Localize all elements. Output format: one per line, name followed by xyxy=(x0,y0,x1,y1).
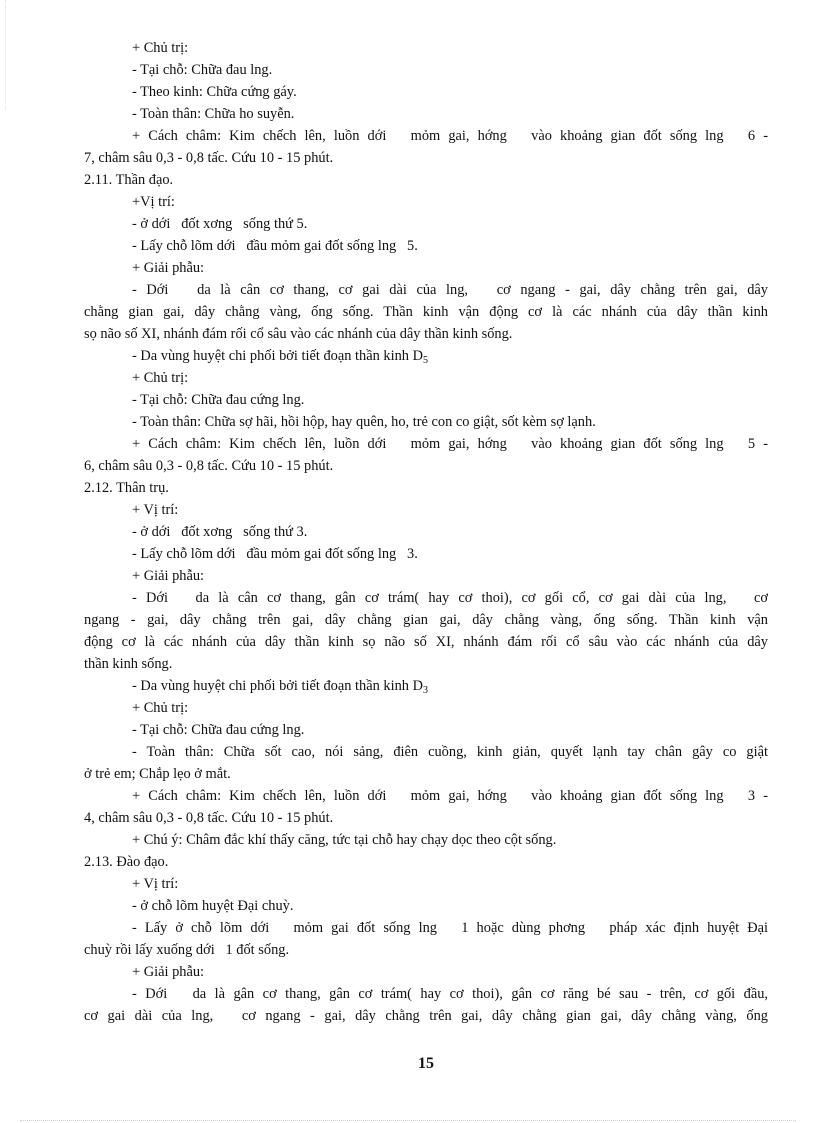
text-line: động cơ là các nhánh của dây thần kinh sọ não số XI, nhánh đám rối cổ sâu vào các nhánh của dây xyxy=(84,634,768,650)
page-number: 15 xyxy=(418,1055,434,1072)
text-line: + Giải phẫu: xyxy=(132,568,205,584)
text-line: - Da vùng huyệt chi phối bởi tiết đoạn thần kinh $D_3$ xyxy=(132,678,428,696)
text-line: thần kinh sống. xyxy=(84,656,173,672)
text-line: chằng gian gai, dây chằng vàng, ống sống. Thần kinh vận động cơ là các nhánh của dây thần kinh xyxy=(84,304,768,320)
text-line: - Toàn thân: Chữa sốt cao, nói sảng, điên cuồng, kinh giản, quyết lạnh tay chân gây co giật xyxy=(132,744,768,760)
text-line: + Chủ trị: xyxy=(132,700,189,716)
text-line: sọ não số XI, nhánh đám rối cổ sâu vào các nhánh của dây thần kinh sống. xyxy=(84,326,513,342)
text-line: - Tại chỗ: Chữa đau lng. xyxy=(132,62,273,78)
text-line: - ở dới đốt xơng sống thứ 5. xyxy=(132,216,308,232)
section-heading: 2.11. Thần đạo. xyxy=(84,172,174,188)
text-line: - ở chỗ lõm huyệt Đại chuỳ. xyxy=(132,898,294,914)
text-line: + Giải phẫu: xyxy=(132,260,205,276)
text-line: - Tại chỗ: Chữa đau cứng lng. xyxy=(132,722,305,738)
page-edge-marker xyxy=(5,0,10,110)
text-line: - Dới da là gân cơ thang, gân cơ trám( hay cơ thoi), gân cơ răng bé sau - trên, cơ gối đầu, xyxy=(132,986,768,1002)
text-line: 6, châm sâu 0,3 - 0,8 tấc. Cứu 10 - 15 phút. xyxy=(84,458,334,474)
text-line: - Da vùng huyệt chi phối bởi tiết đoạn thần kinh $D_5$ xyxy=(132,348,428,366)
text-line: + Chủ trị: xyxy=(132,40,189,56)
text-line: cơ gai dài của lng, cơ ngang - gai, dây chằng trên gai, dây chằng gian gai, dây chằng vàng, ống xyxy=(84,1008,768,1024)
text-line: +Vị trí: xyxy=(132,194,175,210)
subscript: 3 xyxy=(422,685,428,696)
text-line: - Theo kinh: Chữa cứng gáy. xyxy=(132,84,297,100)
subscript: 5 xyxy=(422,355,428,366)
text-line: - Lấy ở chỗ lõm dới mỏm gai đốt sống lng 1 hoặc dùng phơng pháp xác định huyệt Đại xyxy=(132,920,768,936)
text-line: + Vị trí: xyxy=(132,876,179,892)
text-line: - Dới da là cân cơ thang, gân cơ trám( hay cơ thoi), cơ gối cổ, cơ gai dài của lng, cơ xyxy=(132,590,768,606)
text-line: - Lấy chỗ lõm dới đầu mỏm gai đốt sống lng 5. xyxy=(132,238,418,254)
text-line: + Cách châm: Kim chếch lên, luồn dới mỏm gai, hớng vào khoảng gian đốt sống lng 3 - xyxy=(132,788,768,804)
text-line: - Toàn thân: Chữa sợ hãi, hồi hộp, hay quên, ho, trẻ con co giật, sốt kèm sợ lạnh. xyxy=(132,414,596,430)
footer-divider xyxy=(20,1120,796,1121)
text-line: - Toàn thân: Chữa ho suyễn. xyxy=(132,106,295,122)
text-line: + Vị trí: xyxy=(132,502,179,518)
text-line: - Tại chỗ: Chữa đau cứng lng. xyxy=(132,392,305,408)
text-line: ngang - gai, dây chằng trên gai, dây chằng gian gai, dây chằng vàng, ống sống. Thần kinh vận xyxy=(84,612,768,628)
text-line: 7, châm sâu 0,3 - 0,8 tấc. Cứu 10 - 15 phút. xyxy=(84,150,334,166)
text-line: chuỳ rồi lấy xuống dới 1 đốt sống. xyxy=(84,942,290,958)
text-line: + Cách châm: Kim chếch lên, luồn dới mỏm gai, hớng vào khoảng gian đốt sống lng 5 - xyxy=(132,436,768,452)
text-line: + Cách châm: Kim chếch lên, luồn dới mỏm gai, hớng vào khoảng gian đốt sống lng 6 - xyxy=(132,128,768,144)
text-line: + Giải phẫu: xyxy=(132,964,205,980)
text-line: + Chủ trị: xyxy=(132,370,189,386)
text-line: ở trẻ em; Chắp lẹo ở mắt. xyxy=(84,766,231,782)
text-line: - ở dới đốt xơng sống thứ 3. xyxy=(132,524,308,540)
text-line: 4, châm sâu 0,3 - 0,8 tấc. Cứu 10 - 15 phút. xyxy=(84,810,334,826)
text-line: + Chú ý: Châm đắc khí thấy căng, tức tại chỗ hay chạy dọc theo cột sống. xyxy=(132,832,557,848)
section-heading: 2.12. Thân trụ. xyxy=(84,480,169,496)
text-line: - Dới da là cân cơ thang, cơ gai dài của lng, cơ ngang - gai, dây chằng trên gai, dây xyxy=(132,282,768,298)
section-heading: 2.13. Đào đạo. xyxy=(84,854,169,870)
text-line: - Lấy chỗ lõm dới đầu mỏm gai đốt sống lng 3. xyxy=(132,546,418,562)
